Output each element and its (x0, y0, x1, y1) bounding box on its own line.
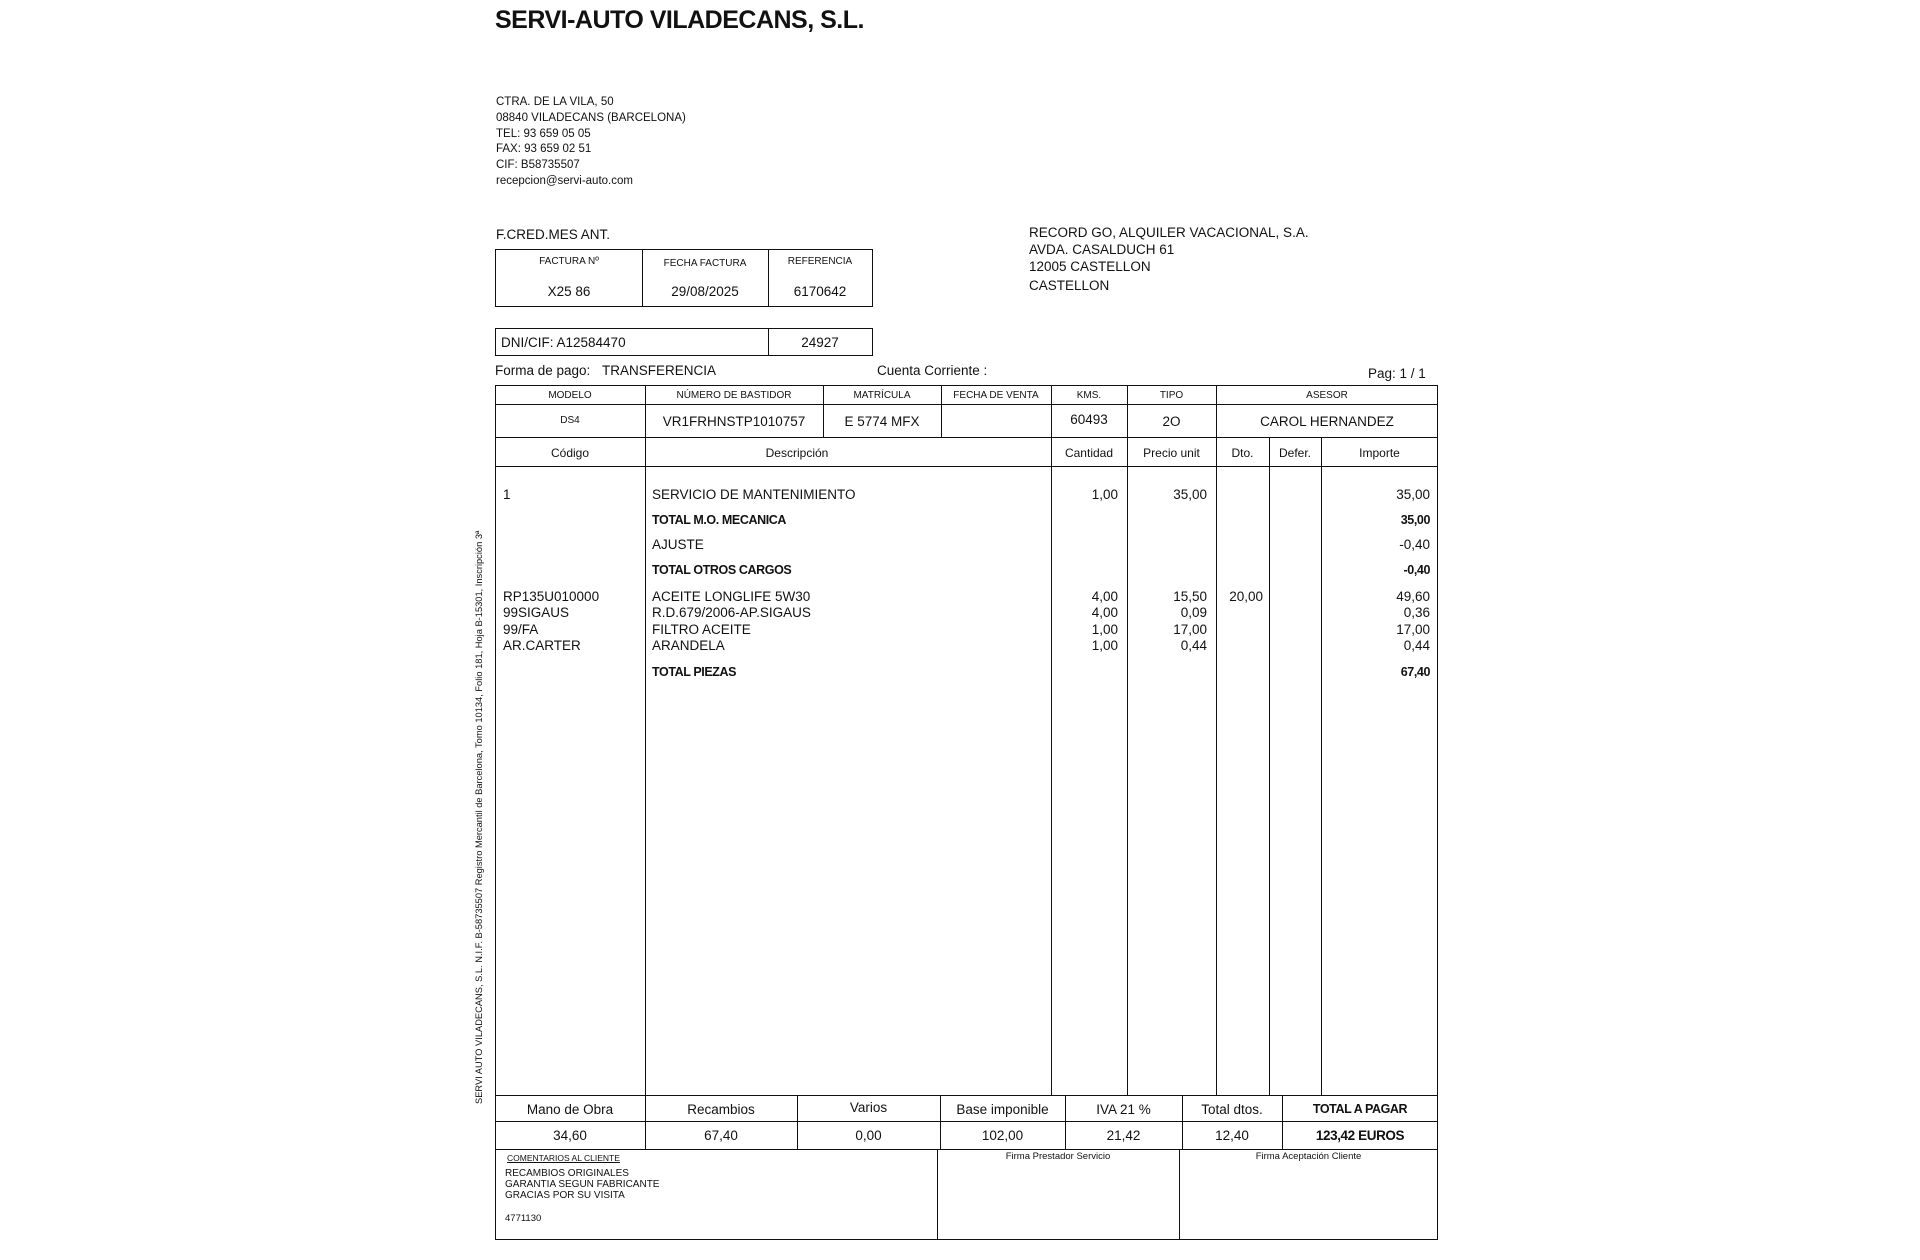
address-line: CTRA. DE LA VILA, 50 (496, 96, 614, 108)
line-amount: 0,44 (1403, 638, 1430, 653)
vehicle-type: 2O (1162, 414, 1181, 429)
vehicle-model: DS4 (560, 415, 580, 426)
vehicle-kms-header: KMS. (1076, 390, 1102, 401)
vehicle-kms: 60493 (1070, 412, 1108, 427)
cif-line: CIF: B58735507 (496, 159, 580, 172)
misc-total: 0,00 (855, 1128, 882, 1143)
discount-column-header: Dto. (1231, 446, 1254, 460)
labour-total: 34,60 (553, 1128, 587, 1143)
vehicle-type-header: TIPO (1159, 390, 1184, 401)
line-quantity: 1,00 (1091, 487, 1118, 502)
line-description: TOTAL M.O. MECANICA (652, 513, 787, 527)
fax-line: FAX: 93 659 02 51 (496, 143, 592, 156)
line-description: TOTAL PIEZAS (652, 665, 737, 679)
client-code: 24927 (801, 335, 839, 350)
legal-side-text: SERVI AUTO VILADECANS, S.L. N.I.F. B-58735507 Registro Mercantil de Barcelona, Tomo 10134, Folio 181, Hoja B-15301, Inscripción 3ª (474, 530, 484, 1104)
invoice-number-header: FACTURA Nº (539, 256, 599, 267)
line-description: TOTAL OTROS CARGOS (652, 563, 792, 577)
line-description: SERVICIO DE MANTENIMIENTO (652, 487, 856, 502)
line-description: R.D.679/2006-AP.SIGAUS (652, 605, 811, 620)
line-quantity: 4,00 (1091, 589, 1118, 604)
invoice-reference-header: REFERENCIA (787, 256, 853, 267)
comment-line: RECAMBIOS ORIGINALES (505, 1168, 629, 1179)
client-province: CASTELLON (1029, 278, 1110, 293)
misc-header: Varios (849, 1100, 888, 1115)
provider-signature-label: Firma Prestador Servicio (1005, 1151, 1111, 1162)
client-city: 12005 CASTELLON (1029, 259, 1151, 274)
invoice-number: X25 86 (547, 284, 591, 299)
vat-amount: 21,42 (1106, 1128, 1141, 1143)
company-name: SERVI-AUTO VILADECANS, S.L. (495, 6, 864, 34)
client-street: AVDA. CASALDUCH 61 (1029, 242, 1175, 257)
invoice-date-header: FECHA FACTURA (663, 258, 747, 269)
total-discounts-header: Total dtos. (1201, 1102, 1263, 1117)
line-amount: 35,00 (1396, 487, 1430, 502)
comment-line: GRACIAS POR SU VISITA (505, 1190, 625, 1201)
comment-code: 4771130 (505, 1213, 542, 1224)
invoice-reference: 6170642 (793, 284, 847, 299)
line-quantity: 1,00 (1091, 638, 1118, 653)
line-amount: -0,40 (1399, 537, 1430, 552)
payment-label: Forma de pago: (495, 363, 591, 378)
vehicle-advisor-header: ASESOR (1306, 390, 1348, 401)
line-unit-price: 35,00 (1173, 487, 1207, 502)
line-description: FILTRO ACEITE (652, 622, 751, 637)
line-amount: 17,00 (1396, 622, 1430, 637)
client-address (1029, 224, 1309, 294)
quantity-column-header: Cantidad (1064, 446, 1114, 460)
line-code: 1 (503, 487, 511, 502)
line-unit-price: 15,50 (1173, 589, 1207, 604)
vehicle-advisor: CAROL HERNANDEZ (1260, 414, 1394, 429)
deferred-column-header: Defer. (1278, 446, 1311, 460)
client-signature-label: Firma Aceptación Cliente (1255, 1151, 1362, 1162)
account-label: Cuenta Corriente : (877, 363, 988, 378)
line-code: RP135U010000 (503, 589, 600, 604)
taxable-base: 102,00 (981, 1128, 1024, 1143)
email-line: recepcion@servi-auto.com (496, 174, 633, 187)
labour-header: Mano de Obra (526, 1102, 614, 1117)
dni-label: DNI/CIF: A12584470 (501, 335, 626, 350)
vehicle-sale-date-header: FECHA DE VENTA (953, 390, 1039, 401)
line-amount: 35,00 (1400, 513, 1430, 527)
line-quantity: 1,00 (1091, 622, 1118, 637)
vehicle-plate-header: MATRÍCULA (853, 390, 911, 401)
vehicle-vin: VR1FRHNSTP1010757 (662, 414, 806, 429)
amount-column-header: Importe (1359, 446, 1400, 460)
vehicle-plate: E 5774 MFX (844, 414, 920, 429)
phone-line: TEL: 93 659 05 05 (496, 127, 591, 140)
taxable-base-header: Base imponible (956, 1102, 1049, 1117)
vehicle-vin-header: NÚMERO DE BASTIDOR (676, 390, 792, 401)
comments-title: COMENTARIOS AL CLIENTE (507, 1153, 620, 1163)
invoice-box (495, 249, 873, 307)
total-to-pay-header: TOTAL A PAGAR (1312, 1102, 1408, 1116)
line-description: ACEITE LONGLIFE 5W30 (652, 589, 811, 604)
code-column-header: Código (550, 446, 590, 460)
line-unit-price: 17,00 (1173, 622, 1207, 637)
page-number: Pag: 1 / 1 (1368, 366, 1426, 381)
line-discount: 20,00 (1229, 589, 1263, 604)
price-column-header: Precio unit (1143, 446, 1200, 460)
line-unit-price: 0,09 (1180, 605, 1207, 620)
parts-total: 67,40 (704, 1128, 738, 1143)
credit-label: F.CRED.MES ANT. (496, 227, 611, 242)
total-to-pay: 123,42 EUROS (1315, 1128, 1405, 1143)
address-line: 08840 VILADECANS (BARCELONA) (496, 111, 686, 124)
client-name: RECORD GO, ALQUILER VACACIONAL, S.A. (1029, 225, 1309, 240)
line-code: AR.CARTER (503, 638, 581, 653)
comment-line: GARANTIA SEGUN FABRICANTE (505, 1179, 660, 1190)
line-amount: -0,40 (1403, 563, 1430, 577)
line-code: 99/FA (503, 622, 539, 637)
line-description: AJUSTE (652, 537, 704, 552)
line-code: 99SIGAUS (503, 605, 570, 620)
parts-header: Recambios (687, 1102, 755, 1117)
line-description: ARANDELA (652, 638, 725, 653)
invoice-date: 29/08/2025 (671, 284, 739, 299)
payment-method: TRANSFERENCIA (602, 363, 717, 378)
line-amount: 0,36 (1403, 605, 1430, 620)
total-discounts: 12,40 (1215, 1128, 1249, 1143)
company-address (496, 95, 686, 190)
dni-box (495, 328, 873, 356)
line-amount: 49,60 (1396, 589, 1430, 604)
vehicle-model-header: MODELO (548, 390, 592, 401)
description-column-header: Descripción (765, 446, 829, 460)
line-amount: 67,40 (1400, 665, 1430, 679)
vat-header: IVA 21 % (1096, 1102, 1151, 1117)
comments-body (505, 1168, 659, 1224)
line-quantity: 4,00 (1091, 605, 1118, 620)
line-unit-price: 0,44 (1180, 638, 1207, 653)
